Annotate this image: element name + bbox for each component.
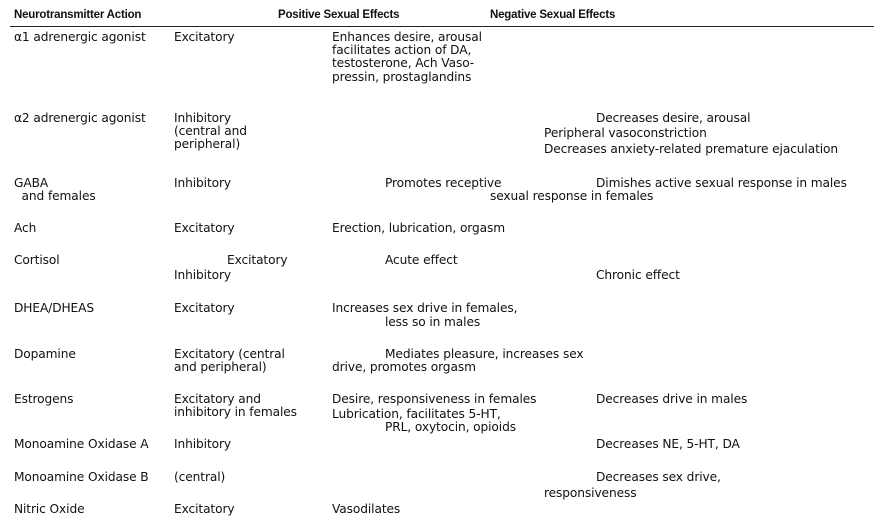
row-name: Monoamine Oxidase A xyxy=(14,437,149,451)
header-neurotransmitter-action: Neurotransmitter Action xyxy=(14,9,142,21)
header-negative-effects: Negative Sexual Effects xyxy=(490,9,616,21)
row-action: Excitatory and inhibitory in females xyxy=(174,392,297,420)
row-name: α1 adrenergic agonist xyxy=(14,30,146,44)
row-action: Excitatory xyxy=(174,502,235,516)
row-negative: Decreases drive in males xyxy=(596,392,748,406)
row-action: Excitatory xyxy=(174,301,235,315)
row-action: Excitatory xyxy=(174,30,235,44)
row-action-line: Inhibitory xyxy=(174,268,232,282)
row-positive: Vasodilates xyxy=(332,502,401,516)
row-negative: Dimishes active sexual response in males xyxy=(596,176,847,190)
row-negative-line: responsiveness xyxy=(544,486,637,500)
row-positive-line: Desire, responsiveness in females xyxy=(332,392,537,406)
row-positive: Erection, lubrication, orgasm xyxy=(332,221,506,235)
row-action: Excitatory (central and peripheral) xyxy=(174,347,285,375)
row-positive-line: Promotes receptive xyxy=(385,176,502,190)
row-name: α2 adrenergic agonist xyxy=(14,111,146,125)
row-positive-line: Lubrication, facilitates 5-HT, xyxy=(332,407,501,421)
row-positive-line: sexual response in females xyxy=(490,189,654,203)
row-action-line: Excitatory xyxy=(227,253,288,267)
row-positive-line: Increases sex drive in females, xyxy=(332,301,518,315)
row-name: DHEA/DHEAS xyxy=(14,301,95,315)
row-action: Inhibitory xyxy=(174,437,232,451)
row-name: Dopamine xyxy=(14,347,76,361)
row-name: Ach xyxy=(14,221,37,235)
row-negative: Decreases NE, 5-HT, DA xyxy=(596,437,740,451)
row-negative-line: Decreases desire, arousal xyxy=(596,111,751,125)
row-positive-line: PRL, oxytocin, opioids xyxy=(385,420,516,434)
row-positive-line: drive, promotes orgasm xyxy=(332,360,476,374)
row-positive: Enhances desire, arousal facilitates action of DA, testosterone, Ach Vaso- pressin, prostaglandins xyxy=(332,30,482,84)
header-positive-effects: Positive Sexual Effects xyxy=(278,9,400,21)
row-action: Inhibitory xyxy=(174,176,232,190)
row-positive-line: Mediates pleasure, increases sex xyxy=(385,347,584,361)
row-negative-line: Peripheral vasoconstriction xyxy=(544,126,707,140)
row-negative-line: Decreases anxiety-related premature ejaculation xyxy=(544,142,839,156)
row-action: (central) xyxy=(174,470,226,484)
row-name: Cortisol xyxy=(14,253,60,267)
row-name: GABA and females xyxy=(14,176,96,204)
row-negative-line: Decreases sex drive, xyxy=(596,470,721,484)
row-negative: Chronic effect xyxy=(596,268,680,282)
row-action: Excitatory xyxy=(174,221,235,235)
row-positive: Acute effect xyxy=(385,253,458,267)
row-positive-line: less so in males xyxy=(385,315,481,329)
header-divider xyxy=(10,26,874,27)
row-name: Monoamine Oxidase B xyxy=(14,470,149,484)
row-action: Inhibitory (central and peripheral) xyxy=(174,111,247,152)
row-name: Estrogens xyxy=(14,392,74,406)
row-name: Nitric Oxide xyxy=(14,502,85,516)
